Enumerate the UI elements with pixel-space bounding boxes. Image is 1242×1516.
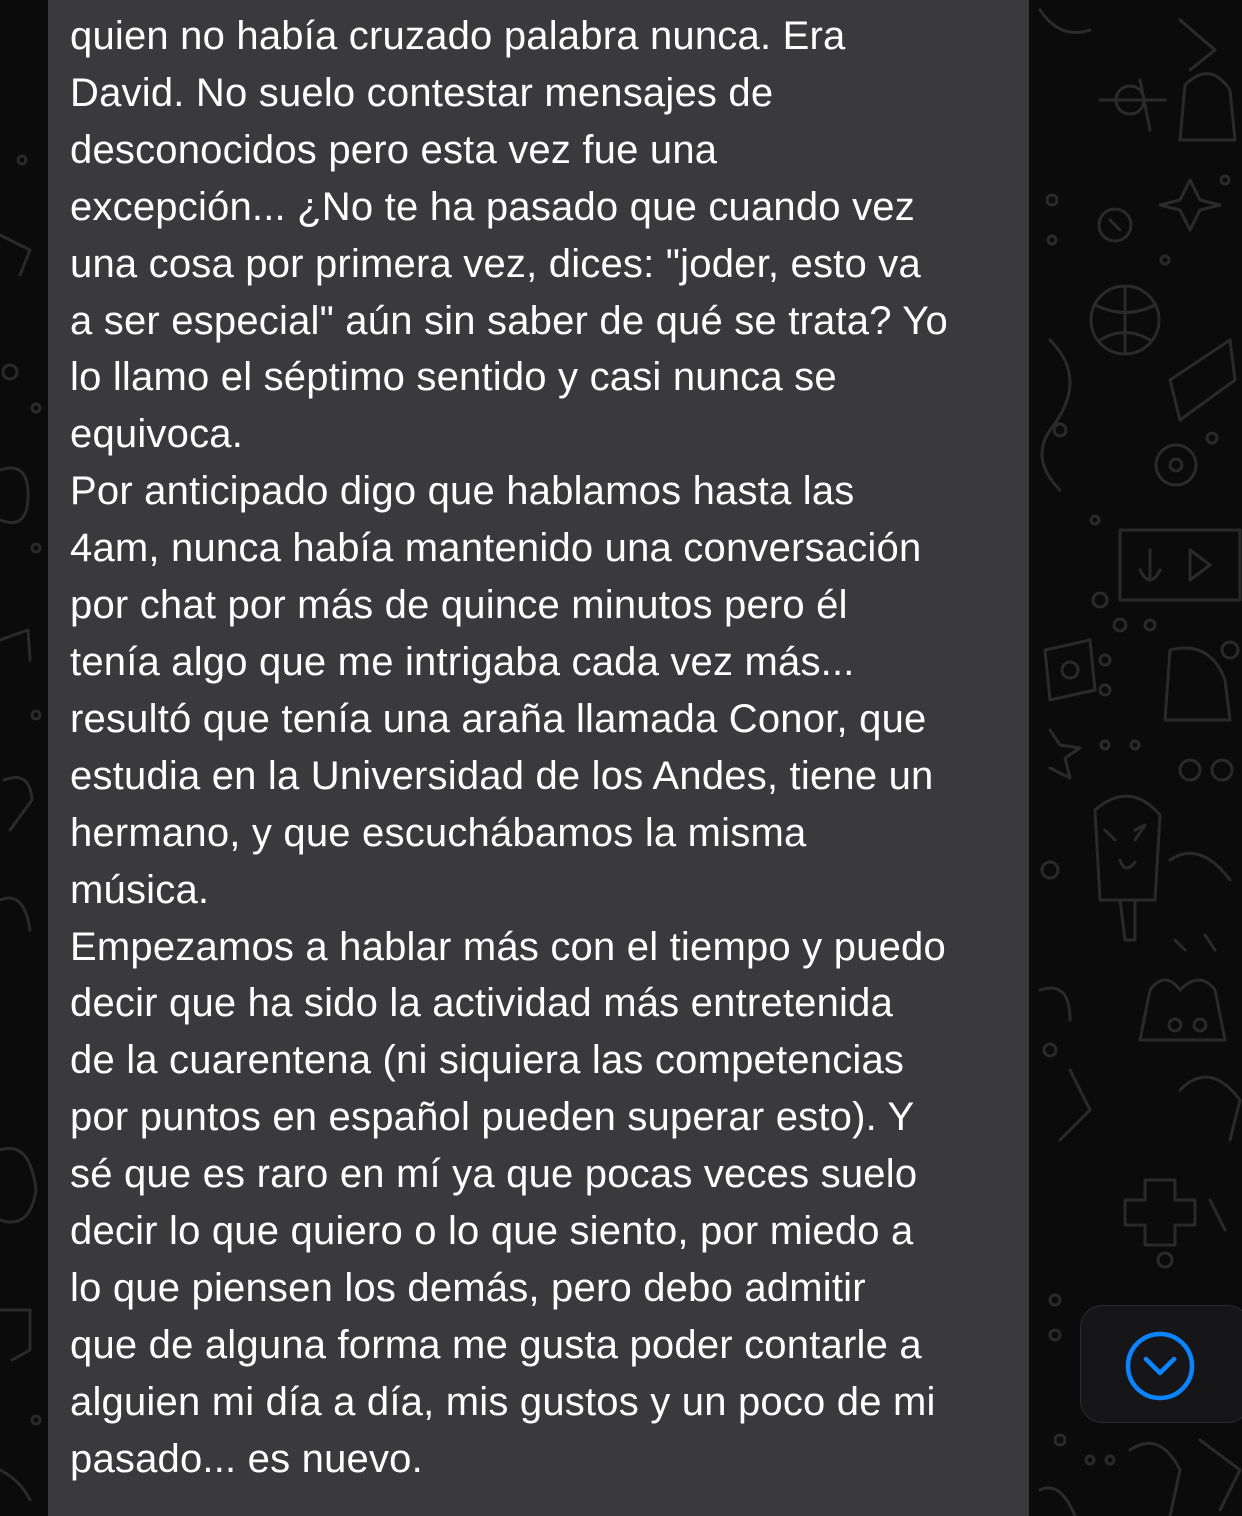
message-bubble	[48, 0, 1029, 1516]
message-text: quien no había cruzado palabra nunca. Era David. No suelo contestar mensajes de desconocidos pero esta vez fue una excepción... ¿No te ha pasado que cuando vez una cosa por primera vez, dices: "joder, esto va a ser especial" aún sin saber de qué se trata? Yo lo llamo el séptimo sentido y casi nunca se equivoca. Por anticipado digo que hablamos hasta las 4am, nunca había mantenido una conversación por chat por más de quince minutos pero él tenía algo que me intrigaba cada vez más... resultó que tenía una araña llamada Conor, que estudia en la Universidad de los Andes, tiene un hermano, y que escuchábamos la misma música. Empezamos a hablar más con el tiempo y puedo decir que ha sido la actividad más entretenida de la cuarentena (ni siquiera las competencias por puntos en español pueden superar esto). Y sé que es raro en mí ya que pocas veces suelo decir lo que quiero o lo que siento, por miedo a lo que piensen los demás, pero debo admitir que de alguna forma me gusta poder contarle a alguien mi día a día, mis gustos y un poco de mi pasado... es nuevo.	[70, 14, 948, 1481]
scroll-to-bottom-button[interactable]	[1080, 1305, 1242, 1423]
chevron-down-circle-icon	[1125, 1331, 1195, 1401]
